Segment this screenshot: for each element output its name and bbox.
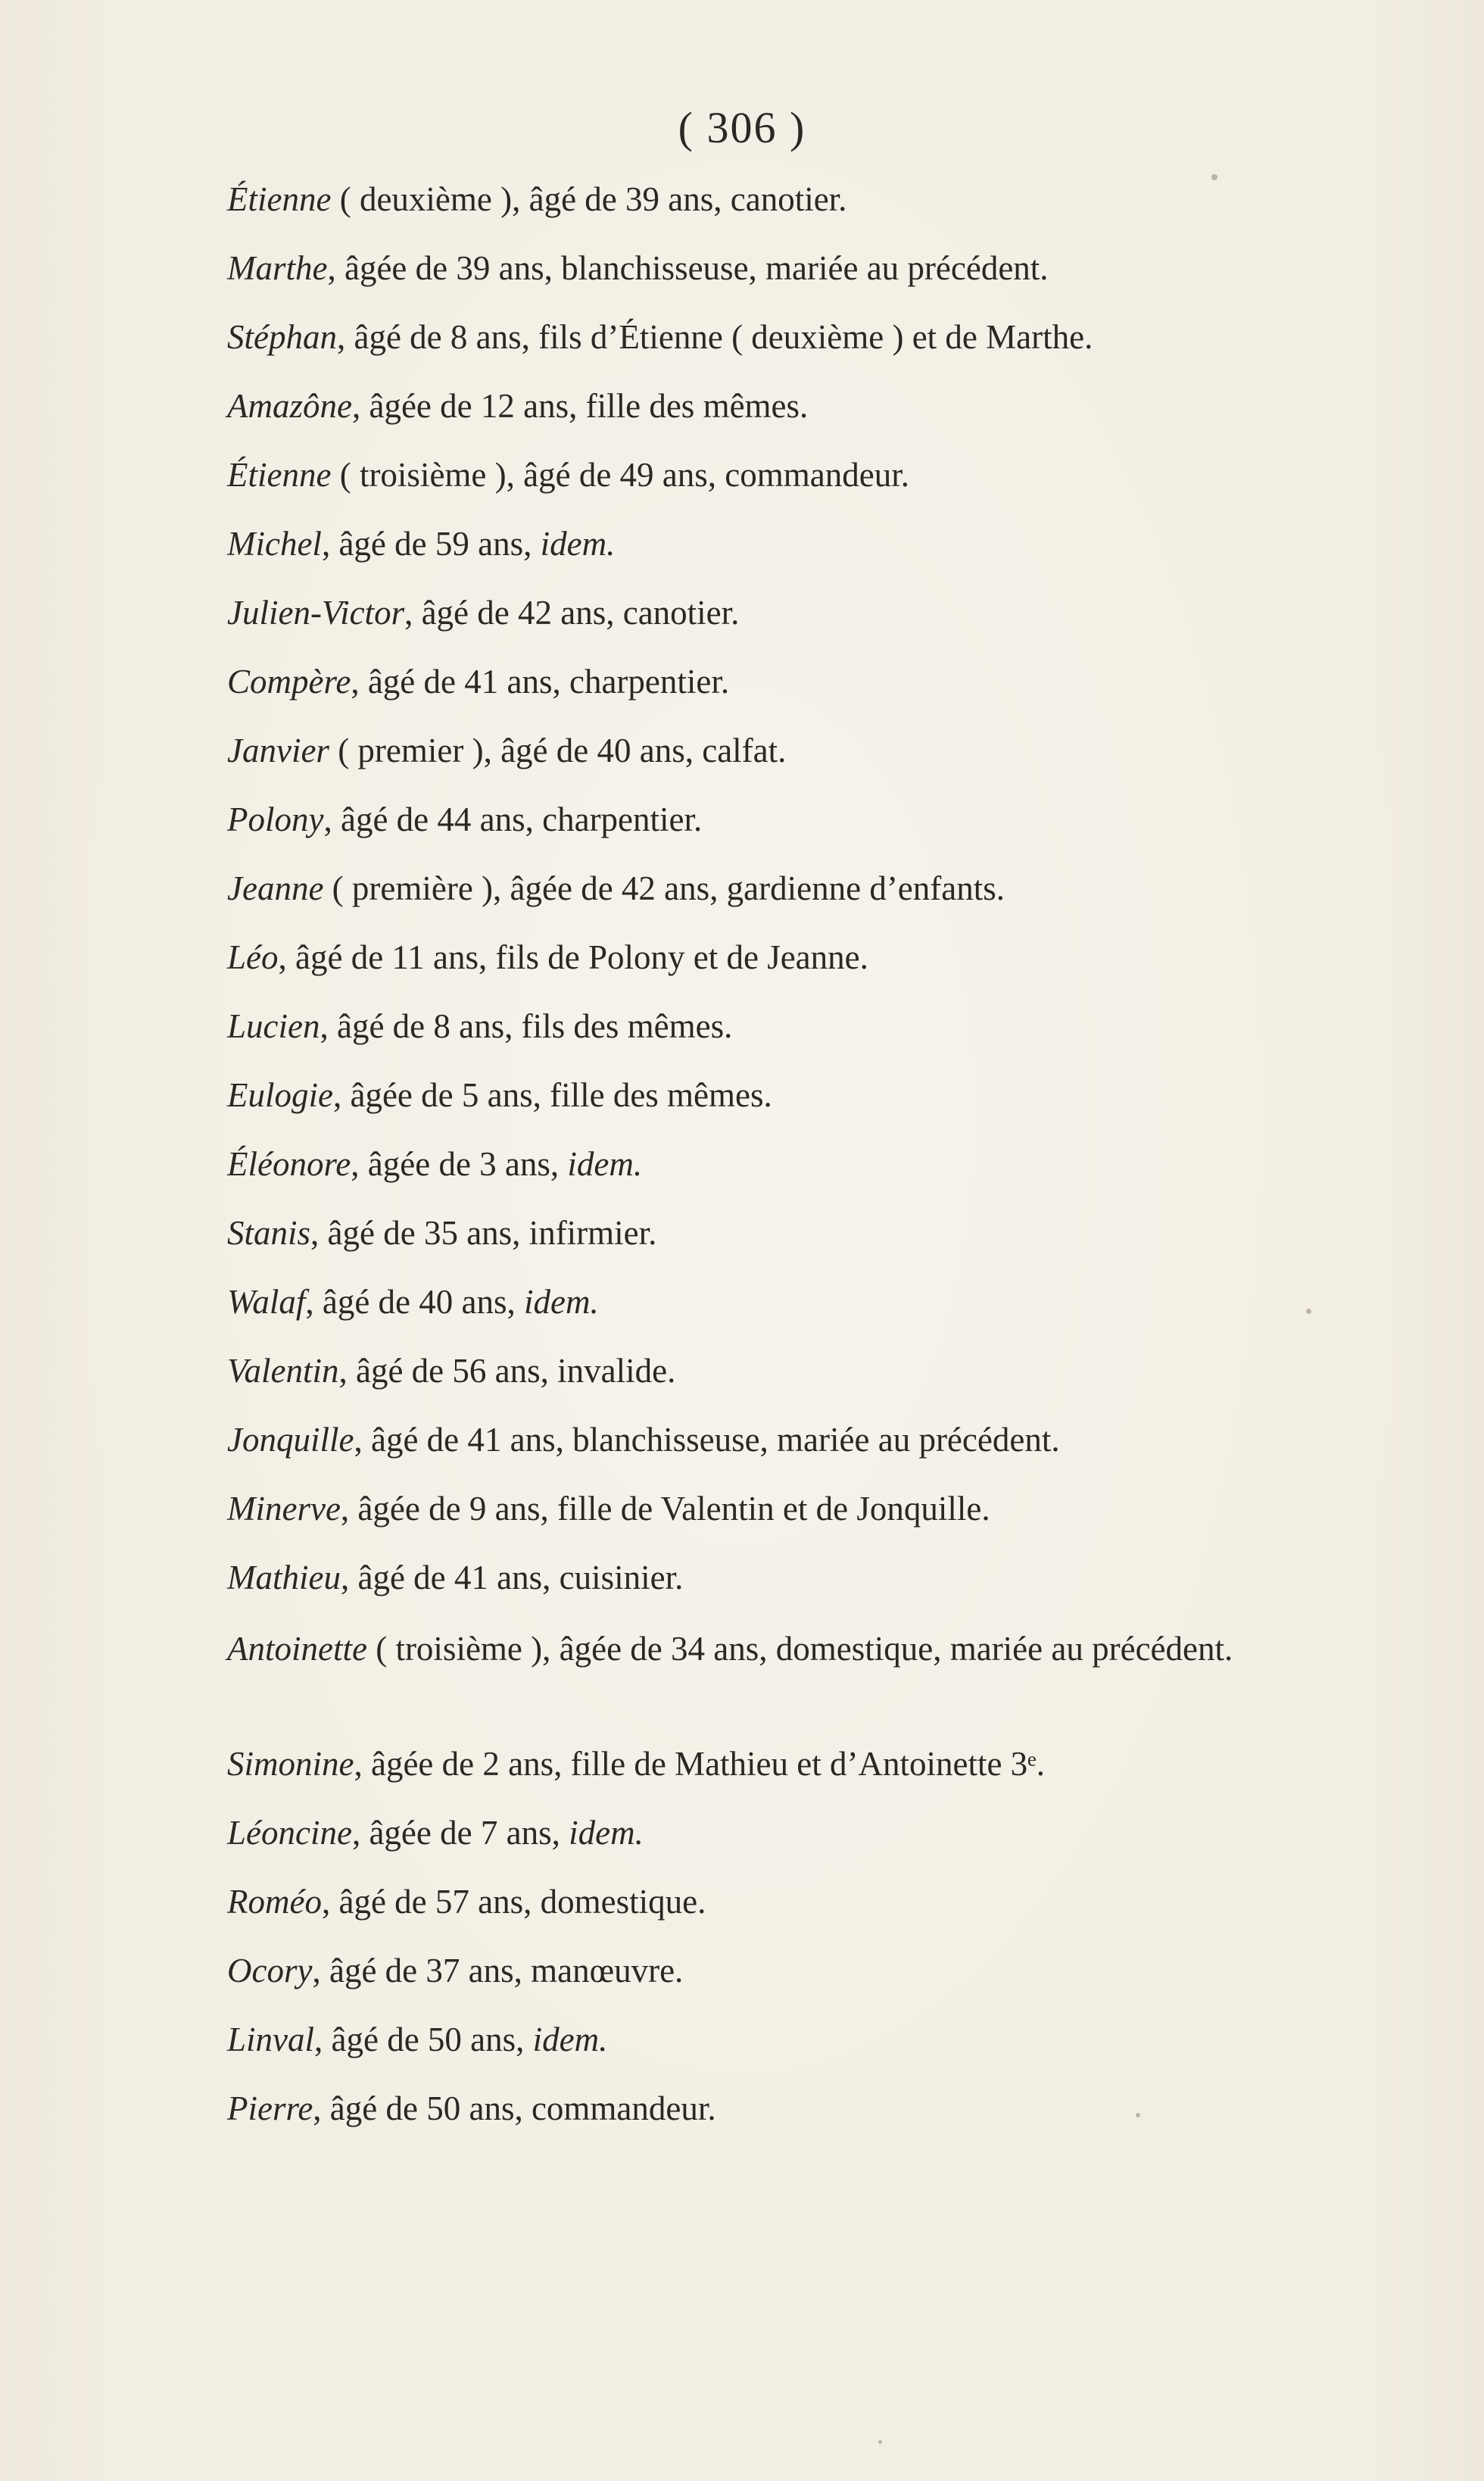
entry-name: Amazône [227,387,352,425]
entry-idem: idem. [524,1283,599,1321]
entry-text: , âgé de 56 ans, invalide. [338,1352,676,1390]
entry-name: Marthe [227,249,328,287]
list-item [227,729,1363,797]
entry-text: , âgé de 41 ans, cuisinier. [340,1559,684,1596]
entry-text: , âgée de 12 ans, fille des mêmes. [351,387,809,425]
entry-name: Minerve [227,1490,341,1528]
list-item [227,2086,1363,2155]
page-number: ( 306 ) [678,103,806,152]
entry-text: , âgé de 8 ans, fils d’Étienne ( deuxième ) et de Marthe. [336,318,1093,356]
entry-name: Stanis [227,1214,311,1252]
entry-name: Jeanne [227,869,324,907]
entry-name: Polony [227,800,324,838]
entry-text: ( premier ), âgé de 40 ans, calfat. [329,732,787,769]
entry-idem: idem. [567,1145,643,1183]
entry-name: Simonine [227,1745,354,1783]
entry-name: Compère [227,663,351,701]
entry-text: , âgé de 57 ans, domestique. [321,1883,706,1921]
list-item [227,315,1363,384]
list-item [227,1142,1363,1211]
entry-text: , âgé de 50 ans, commandeur. [313,2089,716,2127]
entry-name: Mathieu [227,1559,341,1596]
entry-text: , âgé de 50 ans, [314,2021,533,2058]
entry-idem: idem. [532,2021,608,2058]
entry-text: ( troisième ), âgée de 34 ans, domestique, mariée au précédent. [366,1630,1233,1668]
list-item [227,1280,1363,1349]
entry-name: Stéphan [227,318,337,356]
list-item [227,1487,1363,1556]
entry-name: Julien-Victor [227,594,405,632]
entry-name: Léoncine [227,1814,352,1852]
paper-speck [1136,2113,1140,2117]
entry-name: Janvier [227,732,329,769]
list-item [227,1349,1363,1418]
entry-name: Roméo [227,1883,322,1921]
entry-name: Valentin [227,1352,339,1390]
entry-name: Michel [227,525,322,563]
entry-text: , âgé de 59 ans, [321,525,541,563]
entry-name: Linval [227,2021,315,2058]
entry-name: Léo [227,938,279,976]
list-item [227,591,1363,660]
entry-name: Walaf [227,1283,306,1321]
entry-name: Jonquille [227,1421,354,1459]
entry-name: Éléonore [227,1145,351,1183]
entry-text: , âgée de 7 ans, [351,1814,569,1852]
entry-idem: idem. [540,525,616,563]
entry-name: Étienne [227,456,332,494]
list-item [227,2018,1363,2086]
list-item [227,797,1363,866]
entry-text: , âgé de 41 ans, charpentier. [351,663,730,701]
entry-name: Ocory [227,1952,313,1989]
entry-text: , âgé de 44 ans, charpentier. [323,800,703,838]
entry-name: Étienne [227,180,332,218]
entry-name: Eulogie [227,1076,333,1114]
entry-text: , âgé de 42 ans, canotier. [404,594,740,632]
entry-text: , âgée de 39 ans, blanchisseuse, mariée au précédent. [327,249,1049,287]
entry-text: ( deuxième ), âgé de 39 ans, canotier. [331,180,847,218]
entry-text: , âgé de 35 ans, infirmier. [310,1214,657,1252]
list-item [227,177,1363,246]
list-item [227,660,1363,729]
entry-name: Lucien [227,1007,320,1045]
list-item [227,1073,1363,1142]
entry-text: , âgé de 11 ans, fils de Polony et de Jeanne. [278,938,868,976]
entry-idem: idem. [569,1814,644,1852]
list-item [227,1624,1363,1742]
list-item [227,866,1363,935]
entry-name: Antoinette [227,1630,367,1668]
list-item [227,1004,1363,1073]
entry-text: , âgée de 2 ans, fille de Mathieu et d’Antoinette 3ᵉ. [354,1745,1045,1783]
entry-text: , âgé de 37 ans, manœuvre. [312,1952,684,1989]
entry-text: ( troisième ), âgé de 49 ans, commandeur. [331,456,909,494]
entry-text: , âgé de 41 ans, blanchisseuse, mariée au précédent. [354,1421,1060,1459]
entry-text: , âgée de 3 ans, [351,1145,568,1183]
list-item [227,522,1363,591]
entry-text: , âgé de 40 ans, [305,1283,525,1321]
list-item [227,1556,1363,1624]
paper-speck [878,2440,882,2444]
list-item [227,935,1363,1004]
entry-text: ( première ), âgée de 42 ans, gardienne d’enfants. [323,869,1005,907]
entry-name: Pierre [227,2089,313,2127]
list-item [227,1811,1363,1880]
paper-speck [1211,174,1217,180]
list-item [227,384,1363,453]
entry-text: , âgée de 9 ans, fille de Valentin et de Jonquille. [340,1490,990,1528]
entry-list [227,177,1363,2155]
list-item [227,1211,1363,1280]
list-item [227,1880,1363,1949]
list-item [227,1949,1363,2018]
paper-speck [1306,1309,1311,1314]
list-item [227,453,1363,522]
list-item [227,1742,1363,1811]
list-item [227,246,1363,315]
entry-text: , âgé de 8 ans, fils des mêmes. [320,1007,733,1045]
entry-text: , âgée de 5 ans, fille des mêmes. [332,1076,772,1114]
list-item [227,1418,1363,1487]
